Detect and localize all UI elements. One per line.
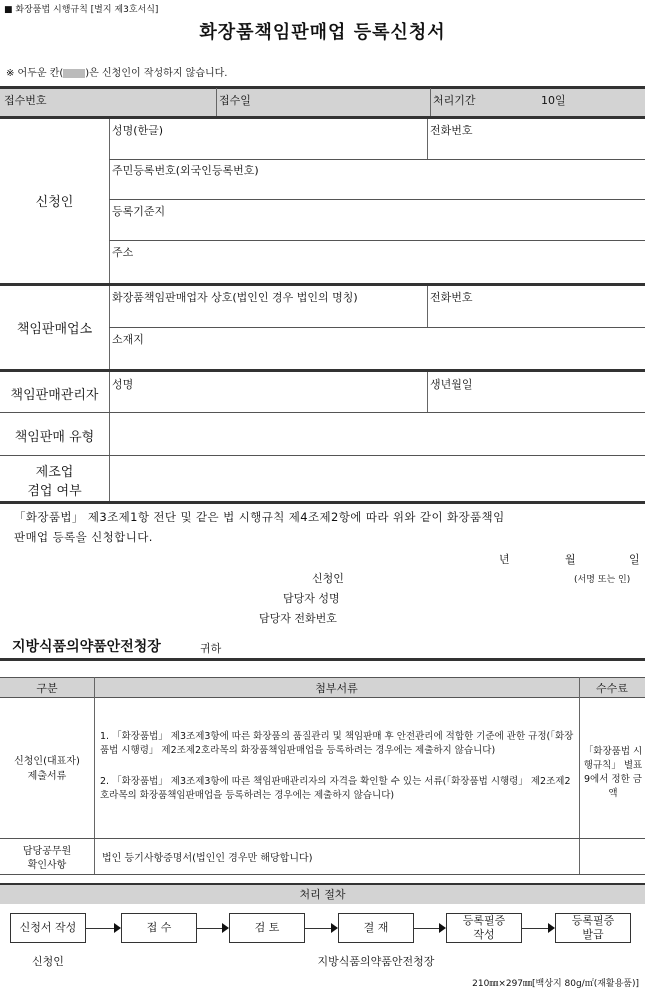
applicant-documents-label-line1: 신청인(대표자) [14, 756, 80, 767]
process-step-certificate-prepare [446, 913, 522, 943]
form-caption: ■ 화장품법 시행규칙 [별지 제3호서식] [4, 5, 159, 15]
processing-period-value: 10일 [541, 94, 566, 107]
applicant-phone-field: 전화번호 [430, 124, 473, 137]
manager-name-field: 성명 [112, 378, 134, 391]
date-day: 일 [629, 553, 640, 566]
process-arrow-2 [197, 928, 222, 929]
shading-note-suffix: )은 신청인이 작성하지 않습니다. [85, 68, 228, 79]
process-arrow-4 [414, 928, 439, 929]
process-arrowhead-4 [439, 923, 446, 933]
manufacturing-label-line2: 겸업 여부 [27, 484, 82, 499]
receipt-number: 접수번호 [4, 94, 47, 107]
documents-col-attached: 첨부서류 [315, 682, 358, 695]
official-check-label-line2: 확인사항 [27, 860, 67, 871]
process-arrowhead-2 [222, 923, 229, 933]
signer-applicant-label: 신청인 [312, 572, 344, 585]
addressee-office: 지방식품의약품안전청장 [12, 639, 161, 655]
applicant-section-label: 신청인 [35, 195, 74, 210]
receipt-date: 접수일 [219, 94, 251, 107]
official-check-text: 법인 등기사항증명서(법인인 경우만 해당합니다) [102, 853, 313, 864]
paper-spec: 210㎜×297㎜[백상지 80g/㎡(재활용품)] [472, 979, 639, 989]
business-section-label: 책임판매업소 [16, 322, 93, 337]
process-step-certificate-issue-label: 등록필증 발급 [571, 914, 615, 941]
processing-period-label: 처리기간 [433, 94, 476, 107]
business-phone-field: 전화번호 [430, 291, 473, 304]
fee-value: 「화장품법 시행규칙」 별표 9에서 정한 금액 [583, 746, 643, 799]
process-arrowhead-3 [331, 923, 338, 933]
signature-hint: (서명 또는 인) [574, 575, 631, 585]
attached-document-item-1: 1. 「화장품법」 제3조제3항에 따른 화장품의 품질관리 및 책임판매 후 안전관리에 적합한 기준에 관한 규정(「화장품법 시행령」 제2조제2호라목의 화장품책임판매업을 등록하려는 경우에는 제출하지 않습니다) [100, 731, 574, 756]
shading-note [6, 64, 227, 79]
process-arrow-1 [86, 928, 114, 929]
attached-document-item-2: 2. 「화장품법」 제3조제3항에 따른 책임판매관리자의 자격을 확인할 수 있는 서류(「화장품법 시행령」 제2조제2호라목의 화장품책임판매업을 등록하려는 경우에는 제출하지 않습니다) [100, 776, 571, 801]
date-year: 년 [499, 553, 510, 566]
sales-type-label: 책임판매 유형 [14, 430, 95, 445]
manager-birth-field: 생년월일 [430, 378, 473, 391]
addressee-suffix: 귀하 [200, 642, 222, 655]
process-title: 처리 절차 [299, 888, 346, 901]
process-step-approve-label: 결 재 [363, 921, 389, 934]
page-title: 화장품책임판매업 등록신청서 [199, 22, 446, 43]
statement-line1: 「화장품법」 제3조제1항 전단 및 같은 법 시행규칙 제4조제2항에 따라 위와 같이 화장품책임 [14, 510, 505, 524]
process-arrowhead-1 [114, 923, 121, 933]
process-arrow-3 [305, 928, 331, 929]
manager-section-label: 책임판매관리자 [10, 388, 99, 403]
date-month: 월 [565, 553, 576, 566]
process-step-certificate-prepare-label: 등록필증 작성 [462, 914, 506, 941]
process-step-receive-label: 접 수 [146, 921, 172, 934]
process-step-apply-label: 신청서 작성 [19, 921, 77, 934]
applicant-address-field: 주소 [112, 246, 134, 259]
manufacturing-label-line1: 제조업 [35, 465, 74, 480]
business-location-field: 소재지 [112, 333, 144, 346]
applicant-name-field: 성명(한글) [112, 124, 164, 137]
process-arrowhead-5 [548, 923, 555, 933]
process-actor-office: 지방식품의약품안전청장 [317, 955, 435, 968]
staff-phone-label: 담당자 전화번호 [259, 612, 337, 625]
shading-note-prefix: ※ 어두운 칸( [6, 68, 64, 79]
process-step-certificate-issue [555, 913, 631, 943]
business-trade-name-field: 화장품책임판매업자 상호(법인인 경우 법인의 명칭) [112, 291, 358, 304]
process-step-review [229, 913, 305, 943]
applicant-documents-label-line2: 제출서류 [27, 771, 67, 782]
staff-name-label: 담당자 성명 [283, 592, 340, 605]
process-actor-applicant: 신청인 [32, 955, 64, 968]
process-arrow-5 [522, 928, 548, 929]
statement-line2: 판매업 등록을 신청합니다. [14, 530, 153, 544]
registered-address-field: 등록기준지 [112, 205, 166, 218]
process-step-review-label: 검 토 [254, 921, 280, 934]
process-step-apply [10, 913, 86, 943]
documents-col-category: 구분 [36, 682, 58, 695]
resident-id-field: 주민등록번호(외국인등록번호) [112, 164, 259, 177]
official-check-label-line1: 담당공무원 [22, 846, 72, 857]
process-step-approve [338, 913, 414, 943]
shaded-sample [63, 69, 85, 78]
documents-col-fee: 수수료 [596, 682, 628, 695]
process-step-receive [121, 913, 197, 943]
